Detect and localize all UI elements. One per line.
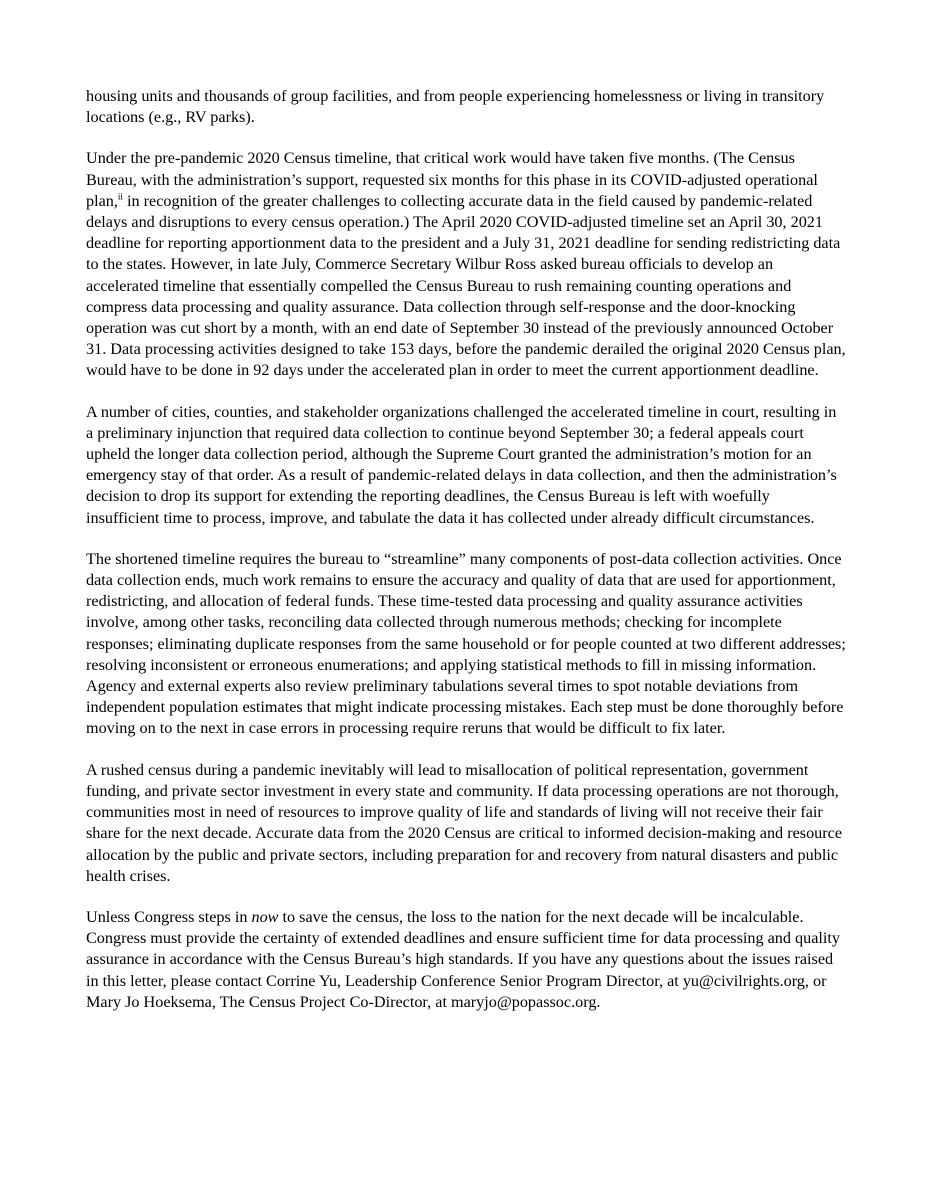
timeline-text-start: Under the pre-pandemic 2020 Census timeline, that critical work would have taken five months. (The Census Bureau, with the administration’s support, requested six months for this phase in its COVID-adjusted operational plan, xyxy=(86,149,818,210)
timeline-text-end: in recognition of the greater challenges to collecting accurate data in the field caused by pandemic-related delays and disruptions to every census operation.) The April 2020 COVID-adjusted timeline set an April 30, 2021 deadline for reporting apportionment data to the president and a July 31, 2021 deadline for sending redistricting data to the states. However, in late July, Commerce Secretary Wilbur Ross asked bureau officials to develop an accelerated timeline that essentially compelled the Census Bureau to rush remaining counting operations and compress data processing and quality assurance. Data collection through self-response and the door-knocking operation was cut short by a month, with an end date of September 30 instead of the previously announced October 31. Data processing activities designed to take 153 days, before the pandemic derailed the original 2020 Census plan, would have to be done in 92 days under the accelerated plan in order to meet the current apportionment deadline. xyxy=(86,191,846,380)
paragraph-court-challenge: A number of cities, counties, and stakeholder organizations challenged the accelerated timeline in court, resulting in a preliminary injunction that required data collection to continue beyond September 30; a federal appeals court upheld the longer data collection period, although the Supreme Court granted the administration’s motion for an emergency stay of that order. As a result of pandemic-related delays in data collection, and then the administration’s decision to drop its support for extending the reporting deadlines, the Census Bureau is left with woefully insufficient time to process, improve, and tabulate the data it has collected under already difficult circumstances. xyxy=(86,402,837,527)
emphasis-now: now xyxy=(251,907,279,926)
paragraph-timeline xyxy=(86,148,846,381)
letter-body xyxy=(86,86,846,1033)
paragraph-congress-appeal xyxy=(86,907,846,1013)
paragraph-rushed-census: A rushed census during a pandemic inevitably will lead to misallocation of political representation, government funding, and private sector investment in every state and community. If data processing operations are not thorough, communities most in need of resources to improve quality of life and standards of living will not receive their fair share for the next decade. Accurate data from the 2020 Census are critical to informed decision-making and resource allocation by the public and private sectors, including preparation for and recovery from natural disasters and public health crises. xyxy=(86,760,843,885)
paragraph-streamline: The shortened timeline requires the bureau to “streamline” many components of post-data collection activities. Once data collection ends, much work remains to ensure the accuracy and quality of data that are used for apportionment, redistricting, and allocation of federal funds. These time-tested data processing and quality assurance activities involve, among other tasks, reconciling data collected through numerous methods; checking for incomplete responses; eliminating duplicate responses from the same household or for people counted at two different addresses; resolving inconsistent or erroneous enumerations; and applying statistical methods to fill in missing information. Agency and external experts also review preliminary tabulations several times to spot notable deviations from independent population estimates that might indicate processing mistakes. Each step must be done thoroughly before moving on to the next in case errors in processing require reruns that would be difficult to fix later. xyxy=(86,549,846,738)
footnote-marker: ii xyxy=(117,191,123,202)
appeal-text-start: Unless Congress steps in xyxy=(86,907,252,926)
appeal-text-end: to save the census, the loss to the nation for the next decade will be incalculable. Congress must provide the certainty of extended deadlines and ensure sufficient time for data processing and quality assurance in accordance with the Census Bureau’s high standards. If you have any questions about the issues raised in this letter, please contact Corrine Yu, Leadership Conference Senior Program Director, at yu@civilrights.org, or Mary Jo Hoeksema, The Census Project Co-Director, at maryjo@popassoc.org. xyxy=(86,907,840,1011)
paragraph-housing-units: housing units and thousands of group facilities, and from people experiencing homelessness or living in transitory locations (e.g., RV parks). xyxy=(86,87,825,127)
